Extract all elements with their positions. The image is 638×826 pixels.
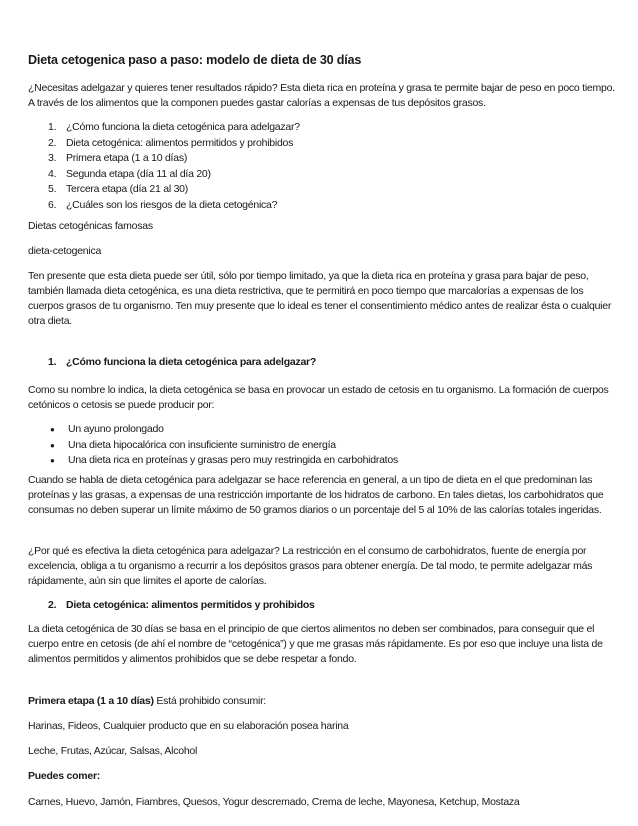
intro-paragraph: ¿Necesitas adelgazar y quieres tener resultados rápido? Esta dieta rica en proteína y grasa te permite bajar de peso en poco tiempo. A través de los alimentos que la componen puedes gastar calorías a expensas de tus depósitos grasos. [28, 82, 615, 109]
toc-item[interactable]: 5. Tercera etapa (día 21 al 30) [48, 183, 188, 195]
toc-item[interactable]: 4. Segunda etapa (día 11 al día 20) [48, 167, 211, 180]
toc-item[interactable]: 3. Primera etapa (1 a 10 días) [48, 152, 188, 164]
toc-item-label[interactable]: Primera etapa (1 a 10 días) [66, 152, 188, 164]
forbidden-foods-line-2: Leche, Frutas, Azúcar, Salsas, Alcohol [28, 745, 198, 757]
bullet-icon: ● [50, 440, 55, 450]
slug-line: dieta-cetogenica [28, 245, 102, 257]
stage-1-heading: Primera etapa (1 a 10 días) [28, 695, 154, 707]
toc-item-label[interactable]: Tercera etapa (día 21 al 30) [66, 183, 188, 195]
list-item: ● Una dieta hipocalórica con insuficiente suministro de energía [50, 438, 336, 451]
section-1-heading: 1. ¿Cómo funciona la dieta cetogénica para adelgazar? [48, 356, 317, 368]
bullet-icon: ● [50, 425, 55, 434]
section-2-paragraph: La dieta cetogénica de 30 días se basa en el principio de que ciertos alimentos no deben ser combinados, para conseguir que el cuerpo entre en cetosis (de ahí el nombre de “cetogénica”) y que me grasas más rápidamente. Es por eso que incluye una lista de alimentos permitidos y alimentos prohibidos que se debe respetar a fondo. [28, 623, 603, 665]
toc-item-label[interactable]: Segunda etapa (día 11 al día 20) [66, 167, 211, 180]
page-title: Dieta cetogenica paso a paso: modelo de dieta de 30 días [28, 53, 362, 67]
ketosis-causes-list [28, 422, 620, 469]
section-heading-text: Dieta cetogénica: alimentos permitidos y prohibidos [66, 599, 315, 611]
toc-item[interactable]: 1. ¿Cómo funciona la dieta cetogénica para adelgazar? [48, 121, 300, 133]
list-item: ● Un ayuno prolongado [50, 423, 164, 435]
toc-item-label[interactable]: ¿Cuáles son los riesgos de la dieta cetogénica? [66, 198, 278, 211]
caution-paragraph: Ten presente que esta dieta puede ser útil, sólo por tiempo limitado, ya que la dieta rica en proteína y grasa para bajar de peso, también llamada dieta cetogénica, es una dieta restrictiva, que te permitirá en poco tiempo que marcalorías a expensas de los cuerpos grasos de tu organismo. Ten muy presente que lo ideal es tener el consentimiento médico antes de realizar ésta o cualquier otra dieta. [28, 270, 612, 327]
section-heading-text: ¿Cómo funciona la dieta cetogénica para adelgazar? [66, 356, 317, 368]
bullet-icon: ● [50, 456, 55, 465]
famous-diets-line: Dietas cetogénicas famosas [28, 220, 153, 232]
toc-item-label[interactable]: Dieta cetogénica: alimentos permitidos y prohibidos [66, 136, 294, 149]
stage-1-line [28, 694, 620, 709]
section-1-paragraph-3: ¿Por qué es efectiva la dieta cetogénica para adelgazar? La restricción en el consumo de carbohidratos, fuente de energía por excelencia, obliga a tu organismo a recurrir a los depósitos grasos para obtener energía. De tal modo, te permite adelgazar más rápidamente, aún sin que limites el aporte de calorías. [28, 545, 593, 587]
allowed-foods-line: Carnes, Huevo, Jamón, Fiambres, Quesos, Yogur descremado, Crema de leche, Mayonesa, Ketchup, Mostaza [28, 796, 520, 808]
section-1-paragraph: Como su nombre lo indica, la dieta cetogénica se basa en provocar un estado de cetosis en tu organismo. La formación de cuerpos cetónicos o cetosis se puede producir por: [28, 384, 609, 411]
stage-1-note: Está prohibido consumir: [156, 695, 266, 707]
toc-item[interactable]: 2. Dieta cetogénica: alimentos permitidos y prohibidos [48, 136, 294, 149]
section-1-paragraph-2: Cuando se habla de dieta cetogénica para adelgazar se hace referencia en general, a un tipo de dieta en el que predominan las proteínas y las grasas, a expensas de una restricción importante de los hidratos de carbono. En tales dietas, los carbohidratos que consumas no deben superar un límite máximo de 50 gramos diarios o un porcentaje del 5 al 10% de las calorías totales ingeridas. [28, 474, 604, 516]
can-eat-heading: Puedes comer: [28, 770, 101, 782]
table-of-contents [28, 120, 620, 213]
forbidden-foods-line-1: Harinas, Fideos, Cualquier producto que en su elaboración posea harina [28, 720, 349, 732]
toc-item[interactable]: 6. ¿Cuáles son los riesgos de la dieta cetogénica? [48, 198, 278, 211]
toc-item-label[interactable]: ¿Cómo funciona la dieta cetogénica para adelgazar? [66, 121, 300, 133]
list-item: ● Una dieta rica en proteínas y grasas pero muy restringida en carbohidratos [50, 454, 398, 466]
section-2-heading: 2. Dieta cetogénica: alimentos permitidos y prohibidos [48, 599, 315, 611]
